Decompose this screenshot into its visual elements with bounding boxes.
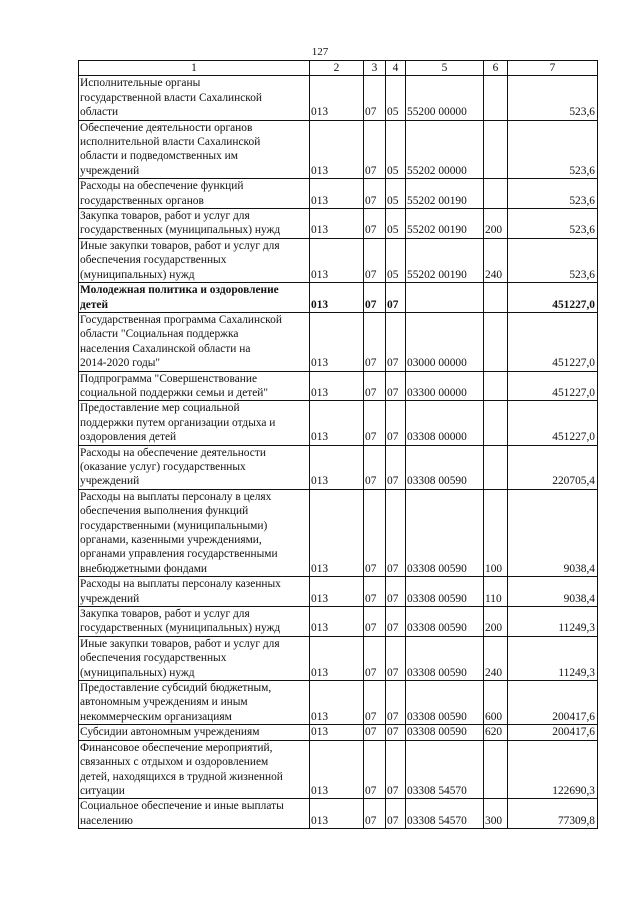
row-section: 07: [364, 799, 386, 829]
header-col-6: 6: [484, 61, 508, 76]
table-row: [79, 740, 598, 799]
row-target-article: 03308 00590: [406, 636, 484, 680]
row-section: 07: [364, 312, 386, 371]
table-row: [79, 489, 598, 576]
row-section: 07: [364, 209, 386, 239]
row-name: Подпрограмма "Совершенствование социальной поддержки семьи и детей": [79, 371, 310, 401]
row-target-article: 03000 00000: [406, 312, 484, 371]
row-expense-type: 200: [484, 607, 508, 637]
row-target-article: 03308 00000: [406, 401, 484, 445]
row-subsection: 05: [386, 76, 406, 120]
row-admin-code: 013: [310, 283, 364, 313]
row-amount: 523,6: [508, 238, 598, 282]
table-row: [79, 607, 598, 637]
row-subsection: 07: [386, 607, 406, 637]
row-target-article: 55202 00190: [406, 179, 484, 209]
row-name: Молодежная политика и оздоровление детей: [79, 283, 310, 313]
row-expense-type: 100: [484, 489, 508, 576]
row-admin-code: 013: [310, 489, 364, 576]
row-section: 07: [364, 371, 386, 401]
row-target-article: 55202 00000: [406, 120, 484, 179]
row-admin-code: 013: [310, 120, 364, 179]
row-subsection: 07: [386, 371, 406, 401]
row-amount: 523,6: [508, 209, 598, 239]
row-amount: 220705,4: [508, 445, 598, 489]
row-name: Финансовое обеспечение мероприятий, связанных с отдыхом и оздоровлением детей, находящихся в трудной жизненной ситуации: [79, 740, 310, 799]
row-amount: 200417,6: [508, 681, 598, 725]
table-row: [79, 401, 598, 445]
row-subsection: 07: [386, 799, 406, 829]
row-section: 07: [364, 740, 386, 799]
row-subsection: 07: [386, 577, 406, 607]
row-section: 07: [364, 76, 386, 120]
row-name: Расходы на выплаты персоналу казенных учреждений: [79, 577, 310, 607]
row-expense-type: [484, 401, 508, 445]
row-section: 07: [364, 489, 386, 576]
row-amount: 9038,4: [508, 489, 598, 576]
row-amount: 9038,4: [508, 577, 598, 607]
row-amount: 11249,3: [508, 636, 598, 680]
row-target-article: 55202 00190: [406, 209, 484, 239]
row-expense-type: 300: [484, 799, 508, 829]
row-subsection: 07: [386, 681, 406, 725]
header-col-4: 4: [386, 61, 406, 76]
row-expense-type: 200: [484, 209, 508, 239]
table-row: [79, 209, 598, 239]
row-name: Государственная программа Сахалинской области "Социальная поддержка населения Сахалинской области на 2014-2020 годы": [79, 312, 310, 371]
row-amount: 523,6: [508, 179, 598, 209]
row-section: 07: [364, 445, 386, 489]
row-subsection: 07: [386, 636, 406, 680]
row-name: Субсидии автономным учреждениям: [79, 725, 310, 740]
row-expense-type: 600: [484, 681, 508, 725]
table-row: [79, 179, 598, 209]
row-admin-code: 013: [310, 799, 364, 829]
table-row: [79, 76, 598, 120]
row-expense-type: 240: [484, 636, 508, 680]
row-target-article: 03308 00590: [406, 577, 484, 607]
row-expense-type: [484, 283, 508, 313]
row-expense-type: [484, 120, 508, 179]
row-name: Предоставление субсидий бюджетным, автономным учреждениям и иным некоммерческим организациям: [79, 681, 310, 725]
row-name: Предоставление мер социальной поддержки путем организации отдыха и оздоровления детей: [79, 401, 310, 445]
row-subsection: 07: [386, 312, 406, 371]
row-admin-code: 013: [310, 76, 364, 120]
row-admin-code: 013: [310, 179, 364, 209]
table-row: [79, 445, 598, 489]
row-target-article: 03308 54570: [406, 799, 484, 829]
row-target-article: [406, 283, 484, 313]
row-section: 07: [364, 179, 386, 209]
row-amount: 451227,0: [508, 283, 598, 313]
row-admin-code: 013: [310, 238, 364, 282]
row-section: 07: [364, 577, 386, 607]
row-expense-type: [484, 312, 508, 371]
row-target-article: 03308 00590: [406, 681, 484, 725]
header-col-2: 2: [310, 61, 364, 76]
row-target-article: 55200 00000: [406, 76, 484, 120]
row-admin-code: 013: [310, 371, 364, 401]
row-amount: 523,6: [508, 76, 598, 120]
row-target-article: 03308 00590: [406, 489, 484, 576]
table-row: [79, 371, 598, 401]
row-subsection: 07: [386, 725, 406, 740]
row-expense-type: [484, 179, 508, 209]
header-row: [79, 61, 598, 76]
row-amount: 451227,0: [508, 371, 598, 401]
table-row: [79, 577, 598, 607]
row-subsection: 05: [386, 238, 406, 282]
table-row: [79, 725, 598, 740]
row-target-article: 03300 00000: [406, 371, 484, 401]
row-name: Иные закупки товаров, работ и услуг для обеспечения государственных (муниципальных) нужд: [79, 238, 310, 282]
table-row: [79, 312, 598, 371]
table-row: [79, 799, 598, 829]
row-name: Исполнительные органы государственной власти Сахалинской области: [79, 76, 310, 120]
table-row: [79, 636, 598, 680]
row-admin-code: 013: [310, 577, 364, 607]
row-subsection: 07: [386, 401, 406, 445]
row-subsection: 07: [386, 740, 406, 799]
row-subsection: 05: [386, 120, 406, 179]
row-subsection: 07: [386, 489, 406, 576]
row-admin-code: 013: [310, 607, 364, 637]
header-col-1: 1: [79, 61, 310, 76]
row-section: 07: [364, 238, 386, 282]
page-number: 127: [311, 46, 329, 58]
table-row: [79, 120, 598, 179]
row-admin-code: 013: [310, 209, 364, 239]
row-amount: 523,6: [508, 120, 598, 179]
row-target-article: 03308 00590: [406, 725, 484, 740]
row-amount: 451227,0: [508, 401, 598, 445]
row-target-article: 03308 00590: [406, 445, 484, 489]
row-name: Расходы на обеспечение функций государственных органов: [79, 179, 310, 209]
row-section: 07: [364, 120, 386, 179]
row-target-article: 55202 00190: [406, 238, 484, 282]
row-expense-type: 240: [484, 238, 508, 282]
row-expense-type: [484, 445, 508, 489]
row-name: Расходы на обеспечение деятельности (оказание услуг) государственных учреждений: [79, 445, 310, 489]
row-amount: 200417,6: [508, 725, 598, 740]
row-name: Социальное обеспечение и иные выплаты населению: [79, 799, 310, 829]
row-section: 07: [364, 636, 386, 680]
row-section: 07: [364, 681, 386, 725]
row-name: Расходы на выплаты персоналу в целях обеспечения выполнения функций государственными (муниципальными) органами, казенными учреждениями, органами управления государственными внебюджетными фондами: [79, 489, 310, 576]
row-admin-code: 013: [310, 312, 364, 371]
row-amount: 122690,3: [508, 740, 598, 799]
row-section: 07: [364, 401, 386, 445]
table-row: [79, 283, 598, 313]
row-target-article: 03308 54570: [406, 740, 484, 799]
row-admin-code: 013: [310, 740, 364, 799]
row-name: Закупка товаров, работ и услуг для государственных (муниципальных) нужд: [79, 209, 310, 239]
row-expense-type: [484, 76, 508, 120]
row-admin-code: 013: [310, 636, 364, 680]
row-expense-type: 110: [484, 577, 508, 607]
row-amount: 451227,0: [508, 312, 598, 371]
row-target-article: 03308 00590: [406, 607, 484, 637]
row-expense-type: [484, 740, 508, 799]
row-section: 07: [364, 607, 386, 637]
header-col-5: 5: [406, 61, 484, 76]
row-expense-type: [484, 371, 508, 401]
row-amount: 11249,3: [508, 607, 598, 637]
row-subsection: 05: [386, 179, 406, 209]
row-name: Закупка товаров, работ и услуг для государственных (муниципальных) нужд: [79, 607, 310, 637]
header-col-3: 3: [364, 61, 386, 76]
row-section: 07: [364, 283, 386, 313]
row-expense-type: 620: [484, 725, 508, 740]
row-amount: 77309,8: [508, 799, 598, 829]
row-subsection: 07: [386, 445, 406, 489]
row-admin-code: 013: [310, 445, 364, 489]
row-admin-code: 013: [310, 401, 364, 445]
row-admin-code: 013: [310, 681, 364, 725]
row-admin-code: 013: [310, 725, 364, 740]
row-section: 07: [364, 725, 386, 740]
table-row: [79, 238, 598, 282]
row-subsection: 07: [386, 283, 406, 313]
row-name: Иные закупки товаров, работ и услуг для обеспечения государственных (муниципальных) нужд: [79, 636, 310, 680]
row-name: Обеспечение деятельности органов исполнительной власти Сахалинской области и подведомственных им учреждений: [79, 120, 310, 179]
row-subsection: 05: [386, 209, 406, 239]
table-row: [79, 681, 598, 725]
header-col-7: 7: [508, 61, 598, 76]
budget-table: [78, 60, 598, 829]
